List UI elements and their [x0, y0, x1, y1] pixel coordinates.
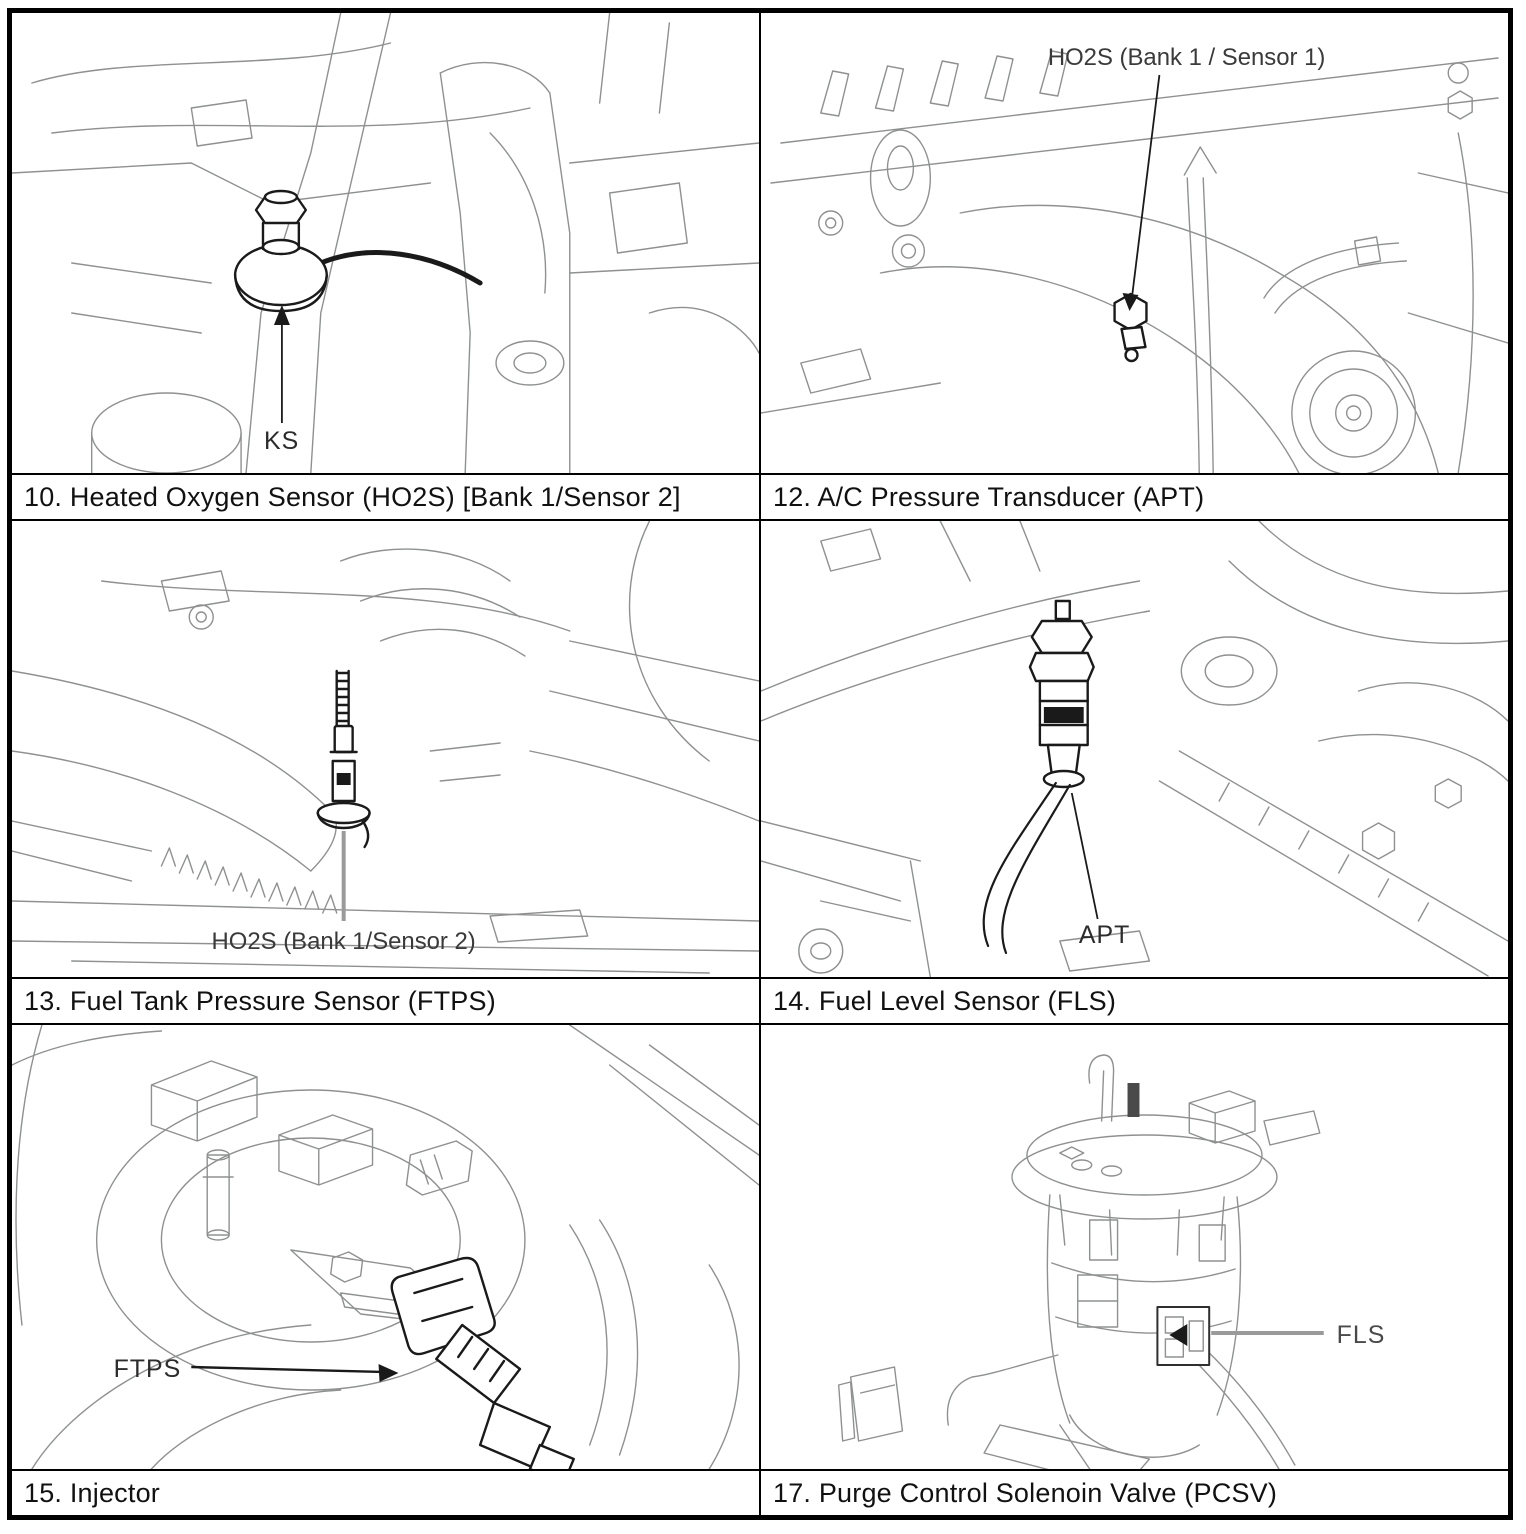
ftps-sensor-drawing	[392, 1258, 574, 1469]
figure-label-apt: APT	[1078, 920, 1131, 950]
figure-label-ho2s-b1s2: HO2S (Bank 1/Sensor 2)	[211, 927, 476, 956]
fls-figure	[761, 1025, 1508, 1469]
apt-figure	[761, 521, 1508, 977]
apt-leader-line	[1072, 793, 1098, 919]
fls-sensor-drawing	[1157, 1307, 1209, 1365]
apt-sensor-drawing	[984, 601, 1094, 953]
figure-cell-knock-sensor	[12, 13, 761, 475]
caption-text-17: 17. Purge Control Solenoin Valve (PCSV)	[773, 1477, 1278, 1508]
ho2s-leader-arrow	[1123, 75, 1160, 311]
figure-cell-apt	[761, 521, 1508, 979]
caption-cell-13	[12, 979, 761, 1025]
figure-label-ks: KS	[263, 426, 300, 456]
diagram-grid	[7, 8, 1513, 1520]
caption-text-14: 14. Fuel Level Sensor (FLS)	[773, 985, 1117, 1016]
figure-label-ftps: FTPS	[113, 1354, 182, 1384]
caption-cell-12	[761, 475, 1508, 521]
ftps-leader-arrow	[191, 1364, 398, 1382]
knock-sensor-drawing	[235, 191, 480, 311]
ftps-figure	[12, 1025, 759, 1469]
caption-text-13: 13. Fuel Tank Pressure Sensor (FTPS)	[24, 985, 496, 1016]
ho2s-bank1-sensor2-figure	[12, 521, 759, 977]
engine-line-art	[12, 13, 759, 473]
engine-bay-line-art	[761, 521, 1508, 977]
engine-line-art	[761, 51, 1508, 473]
underbody-line-art	[12, 521, 759, 973]
caption-cell-17	[761, 1471, 1508, 1515]
caption-cell-10	[12, 475, 761, 521]
ho2s-sensor-drawing	[318, 671, 370, 847]
figure-label-fls: FLS	[1336, 1320, 1386, 1350]
figure-cell-ho2s-bank1-sensor2	[12, 521, 761, 979]
caption-cell-14	[761, 979, 1508, 1025]
fuel-pump-line-art	[839, 1055, 1320, 1469]
caption-text-12: 12. A/C Pressure Transducer (APT)	[773, 481, 1205, 512]
ho2s-bank1-sensor1-figure	[761, 13, 1508, 473]
caption-cell-15	[12, 1471, 761, 1515]
figure-cell-fls	[761, 1025, 1508, 1471]
ks-leader-arrow	[274, 305, 290, 423]
figure-label-ho2s-b1s1: HO2S (Bank 1 / Sensor 1)	[1047, 43, 1326, 72]
caption-text-15: 15. Injector	[24, 1477, 160, 1508]
knock-sensor-figure	[12, 13, 759, 473]
figure-cell-ftps	[12, 1025, 761, 1471]
caption-text-10: 10. Heated Oxygen Sensor (HO2S) [Bank 1/Sensor 2]	[24, 481, 681, 512]
figure-cell-ho2s-bank1-sensor1	[761, 13, 1508, 475]
fuel-tank-line-art	[12, 1025, 759, 1469]
